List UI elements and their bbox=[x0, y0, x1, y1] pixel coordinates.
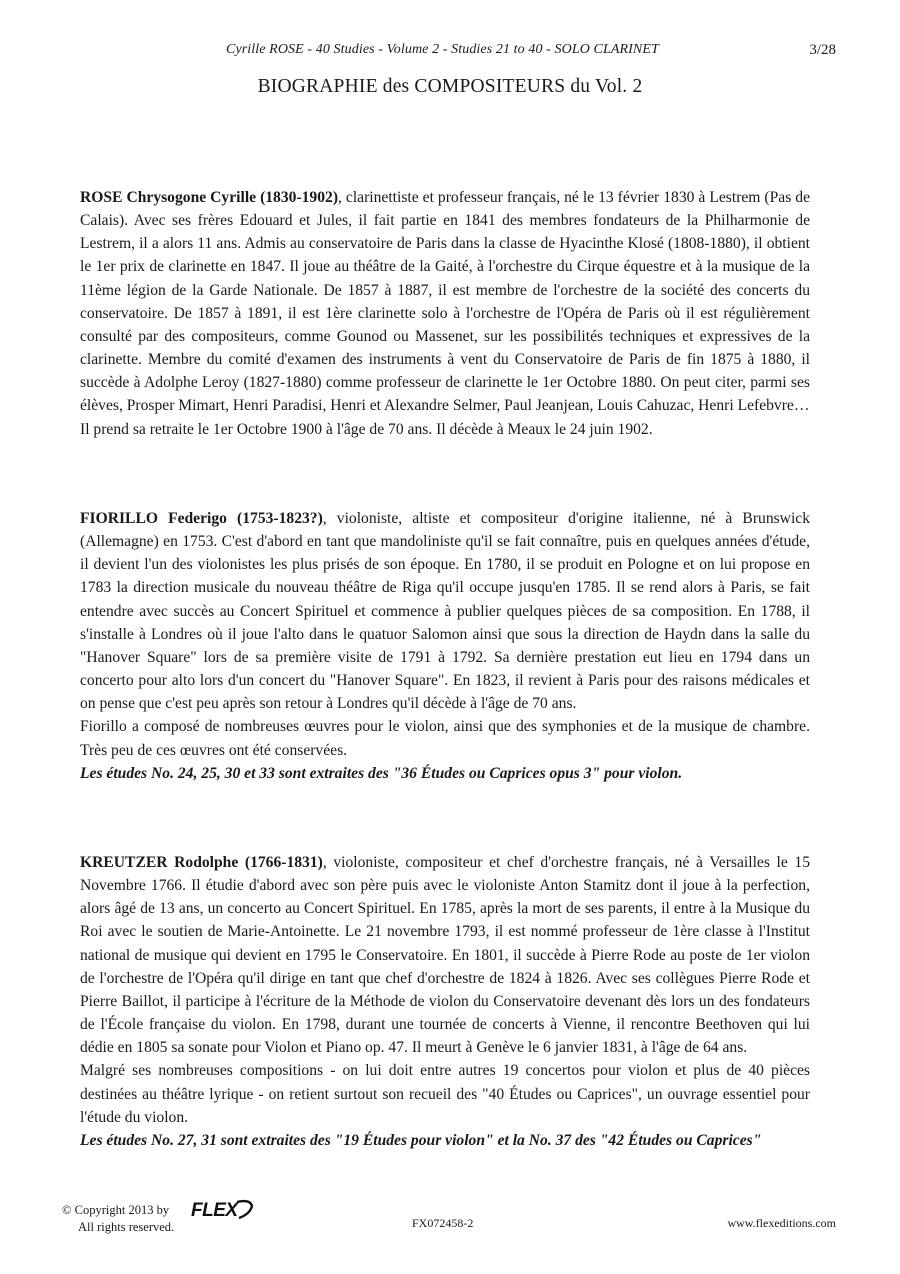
bio-fiorillo-note: Les études No. 24, 25, 30 et 33 sont extraites des "36 Études ou Caprices opus 3" pour violon. bbox=[80, 764, 683, 782]
bio-rose-text: , clarinettiste et professeur français, né le 13 février 1830 à Lestrem (Pas de Calais). Avec ses frères Edouard et Jules, il fait partie en 1841 des membres fondateurs de la Philharmonie de Lestrem, il a alors 11 ans. Admis au conservatoire de Paris dans la classe de Hyacinthe Klosé (1808-1880), il obtient le 1er prix de clarinette en 1847. Il joue au théâtre de la Gaité, à l'orchestre du Cirque équestre et à la musique de la 11ème légion de la Garde Nationale. De 1857 à 1887, il est membre de l'orchestre de la société des concerts du conservatoire. De 1857 à 1891, il est 1ère clarinette solo à l'orchestre de l'Opéra de Paris où il est régulièrement consulté par des compositeurs, comme Gounod ou Massenet, sur les possibilités techniques et expressives de la clarinette. Membre du comité d'examen des instruments à vent du Conservatoire de Paris de fin 1875 à 1880, il succède à Adolphe Leroy (1827-1880) comme professeur de clarinette le 1er Octobre 1880. On peut citer, parmi ses élèves, Prosper Mimart, Henri Paradisi, Henri et Alexandre Selmer, Paul Jeanjean, Louis Cahuzac, Henri Lefebvre… bbox=[80, 189, 811, 415]
bio-fiorillo-works: Fiorillo a composé de nombreuses œuvres pour le violon, ainsi que des symphonies et de la musique de chambre. Très peu de ces œuvres ont été conservées. bbox=[80, 718, 810, 759]
catalog-reference: FX072458-2 bbox=[412, 1216, 474, 1230]
bio-kreutzer-paragraph bbox=[80, 851, 810, 1059]
logo-swoosh bbox=[237, 1201, 252, 1218]
logo-text: FLEX bbox=[191, 1200, 238, 1221]
bio-rose bbox=[80, 186, 810, 441]
copyright bbox=[62, 1202, 174, 1236]
rights-line: All rights reserved. bbox=[78, 1220, 175, 1234]
copyright-line: © Copyright 2013 by bbox=[62, 1203, 170, 1217]
flex-logo bbox=[190, 1197, 256, 1223]
bio-kreutzer bbox=[80, 851, 810, 1152]
header-title: Cyrille ROSE - 40 Studies - Volume 2 - Studies 21 to 40 - SOLO CLARINET bbox=[226, 42, 659, 57]
bio-kreutzer-works: Malgré ses nombreuses compositions - on lui doit entre autres 19 concertos pour violon et plus de 40 pièces destinées au théâtre lyrique - on retient surtout son recueil des "40 Études ou Caprices", un ouvrage essentiel pour l'étude du violon. bbox=[80, 1062, 810, 1126]
bio-fiorillo-paragraph bbox=[80, 507, 810, 715]
bio-kreutzer-note: Les études No. 27, 31 sont extraites des "19 Études pour violon" et la No. 37 des "42 Études ou Caprices" bbox=[80, 1131, 762, 1149]
bio-fiorillo-name: FIORILLO Federigo (1753-1823?) bbox=[80, 510, 323, 527]
bio-fiorillo-text: , violoniste, altiste et compositeur d'origine italienne, né à Brunswick (Allemagne) en 1753. C'est d'abord en tant que mandoliniste qu'il se fait connaître, puis en quelques années d'étude, il devient l'un des violonistes les plus prisés de son époque. En 1780, il se produit en Pologne et on lui propose en 1783 la direction musicale du nouveau théâtre de Riga qu'il occupe jusqu'en 1785. Il se rend alors à Paris, se fait entendre avec succès au Concert Spirituel et commence à publier quelques pièces de sa composition. En 1788, il s'installe à Londres où il joue l'alto dans le quatuor Salomon ainsi que sous la direction de Haydn dans la salle du "Hanover Square" lors de sa première visite de 1791 à 1792. Sa dernière prestation eut lieu en 1794 dans un concerto pour alto lors d'un concert du "Hanover Square". En 1823, il revient à Paris pour des raisons médicales et on pense que c'est peu après son retour à Londres qu'il décède à l'âge de 70 ans. bbox=[80, 510, 810, 713]
website[interactable]: www.flexeditions.com bbox=[727, 1216, 836, 1230]
bio-rose-name: ROSE Chrysogone Cyrille (1830-1902) bbox=[80, 189, 339, 206]
page-number: 3/28 bbox=[809, 42, 836, 58]
page-footer bbox=[0, 1200, 900, 1250]
bio-fiorillo bbox=[80, 507, 810, 785]
page-header bbox=[0, 42, 900, 66]
bio-rose-retirement: Il prend sa retraite le 1er Octobre 1900 à l'âge de 70 ans. Il décède à Meaux le 24 juin 1902. bbox=[80, 420, 653, 438]
bio-rose-paragraph bbox=[80, 186, 810, 418]
page-title: BIOGRAPHIE des COMPOSITEURS du Vol. 2 bbox=[257, 76, 643, 97]
bio-kreutzer-text: , violoniste, compositeur et chef d'orchestre français, né à Versailles le 15 Novembre 1766. Il étudie d'abord avec son père puis avec le violoniste Anton Stamitz dont il joue à la perfection, alors âgé de 13 ans, un concerto au Concert Spirituel. En 1785, après la mort de ses parents, il entre à la Musique du Roi avec le soutien de Marie-Antoinette. Le 21 novembre 1793, il est nommé professeur de 1ère classe à l'Institut national de musique qui devient en 1795 le Conservatoire. En 1801, il succède à Pierre Rode au poste de 1er violon de l'orchestre de l'Opéra qu'il dirige en tant que chef d'orchestre de 1824 à 1826. Avec ses collègues Pierre Rode et Pierre Baillot, il participe à l'écriture de la Méthode de violon du Conservatoire devenant dès lors un des fondateurs de l'École française du violon. En 1798, durant une tournée de concerts à Vienne, il rencontre Beethoven qui lui dédie en 1805 sa sonate pour Violon et Piano op. 47. Il meurt à Genève le 6 janvier 1831, à l'âge de 64 ans. bbox=[80, 854, 810, 1057]
bio-kreutzer-name: KREUTZER Rodolphe (1766-1831) bbox=[80, 854, 323, 871]
